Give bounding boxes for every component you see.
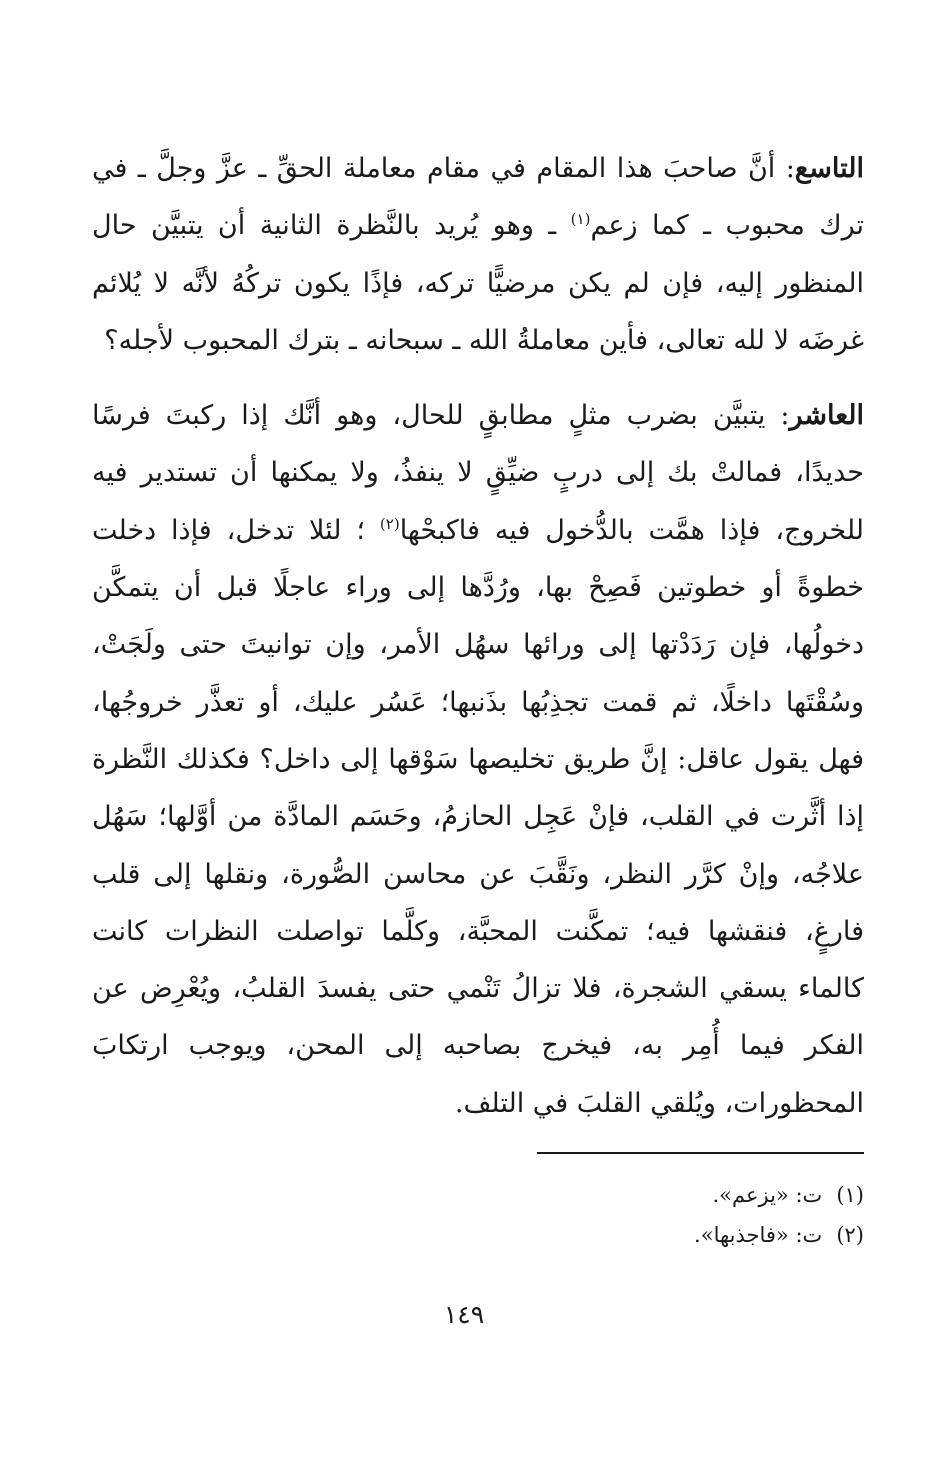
footnotes (92, 1175, 864, 1255)
footnote-divider (537, 1152, 864, 1154)
paragraph-tenth-text-2: ؛ لئلا تدخل، فإذا دخلت خطوةً أو خطوتين فَصِحْ بها، ورُدَّها إلى وراء عاجلًا قبل أن يتمكَّن دخولُها، فإن رَدَدْتها إلى ورائها سهُل الأمر، وإن توانيتَ حتى ولَجَتْ، وسُقْتَها داخلًا، ثم قمت تجذِبُها بذَنبها؛ عَسُر عليك، أو تعذَّر خروجُها، فهل يقول عاقل: إنَّ طريق تخليصها سَوْقها إلى داخل؟ فكذلك النَّظرة إذا أثَّرت في القلب، فإنْ عَجِل الحازمُ، وحَسَم المادَّة من أوَّلها؛ سَهُل علاجُه، وإنْ كرَّر النظر، ونَقَّبَ عن محاسن الصُّورة، ونقلها إلى قلب فارغٍ، فنقشها فيه؛ تمكَّنت المحبَّة، وكلَّما تواصلت النظرات كانت كالماء يسقي الشجرة، فلا تزالُ تَنْمي حتى يفسدَ القلبُ، ويُعْرِض عن الفكر فيما أُمِر به، فيخرج بصاحبه إلى المحن، ويوجب ارتكابَ المحظورات، ويُلقي القلبَ في التلف. (92, 514, 864, 1119)
footnote-2-text: ت: «فاجذبها». (694, 1223, 823, 1247)
paragraph-tenth (92, 387, 864, 1132)
footnote-2 (92, 1215, 864, 1255)
footnote-1 (92, 1175, 864, 1215)
footnote-1-number: (١) (836, 1183, 864, 1207)
paragraph-ninth-heading: التاسع (794, 153, 864, 184)
book-page-text (92, 140, 864, 1132)
footnote-1-text: ت: «يزعم». (712, 1183, 823, 1207)
paragraph-ninth-text-1: : أنَّ صاحبَ هذا المقام في مقام معاملة الحقِّ ـ عزَّ وجلَّ ـ في ترك محبوب ـ كما زعم (92, 153, 864, 242)
paragraph-tenth-text-1: : يتبيَّن بضرب مثلٍ مطابقٍ للحال، وهو أنَّك إذا ركبتَ فرسًا حديدًا، فمالتْ بك إلى دربٍ ضيِّقٍ لا ينفذُ، ولا يمكنها أن تستدير فيه للخروج، فإذا همَّت بالدُّخول فيه فاكبحْها (92, 400, 865, 546)
paragraph-ninth-text-2: ـ وهو يُريد بالنَّظرة الثانية أن يتبيَّن حال المنظور إليه، فإن لم يكن مرضيًّا تركه، فإذًا يكون تركُهُ لأنَّه لا يُلائم غرضَه لا لله تعالى، فأين معاملةُ الله ـ سبحانه ـ بترك المحبوب لأجله؟ (92, 210, 864, 356)
footnote-2-number: (٢) (836, 1223, 864, 1247)
footnote-ref-1: (١) (570, 210, 591, 229)
page-number: ١٤٩ (443, 1300, 485, 1329)
footnote-ref-2: (٢) (379, 514, 400, 533)
paragraph-tenth-heading: العاشر (789, 400, 864, 432)
paragraph-ninth (92, 140, 864, 369)
